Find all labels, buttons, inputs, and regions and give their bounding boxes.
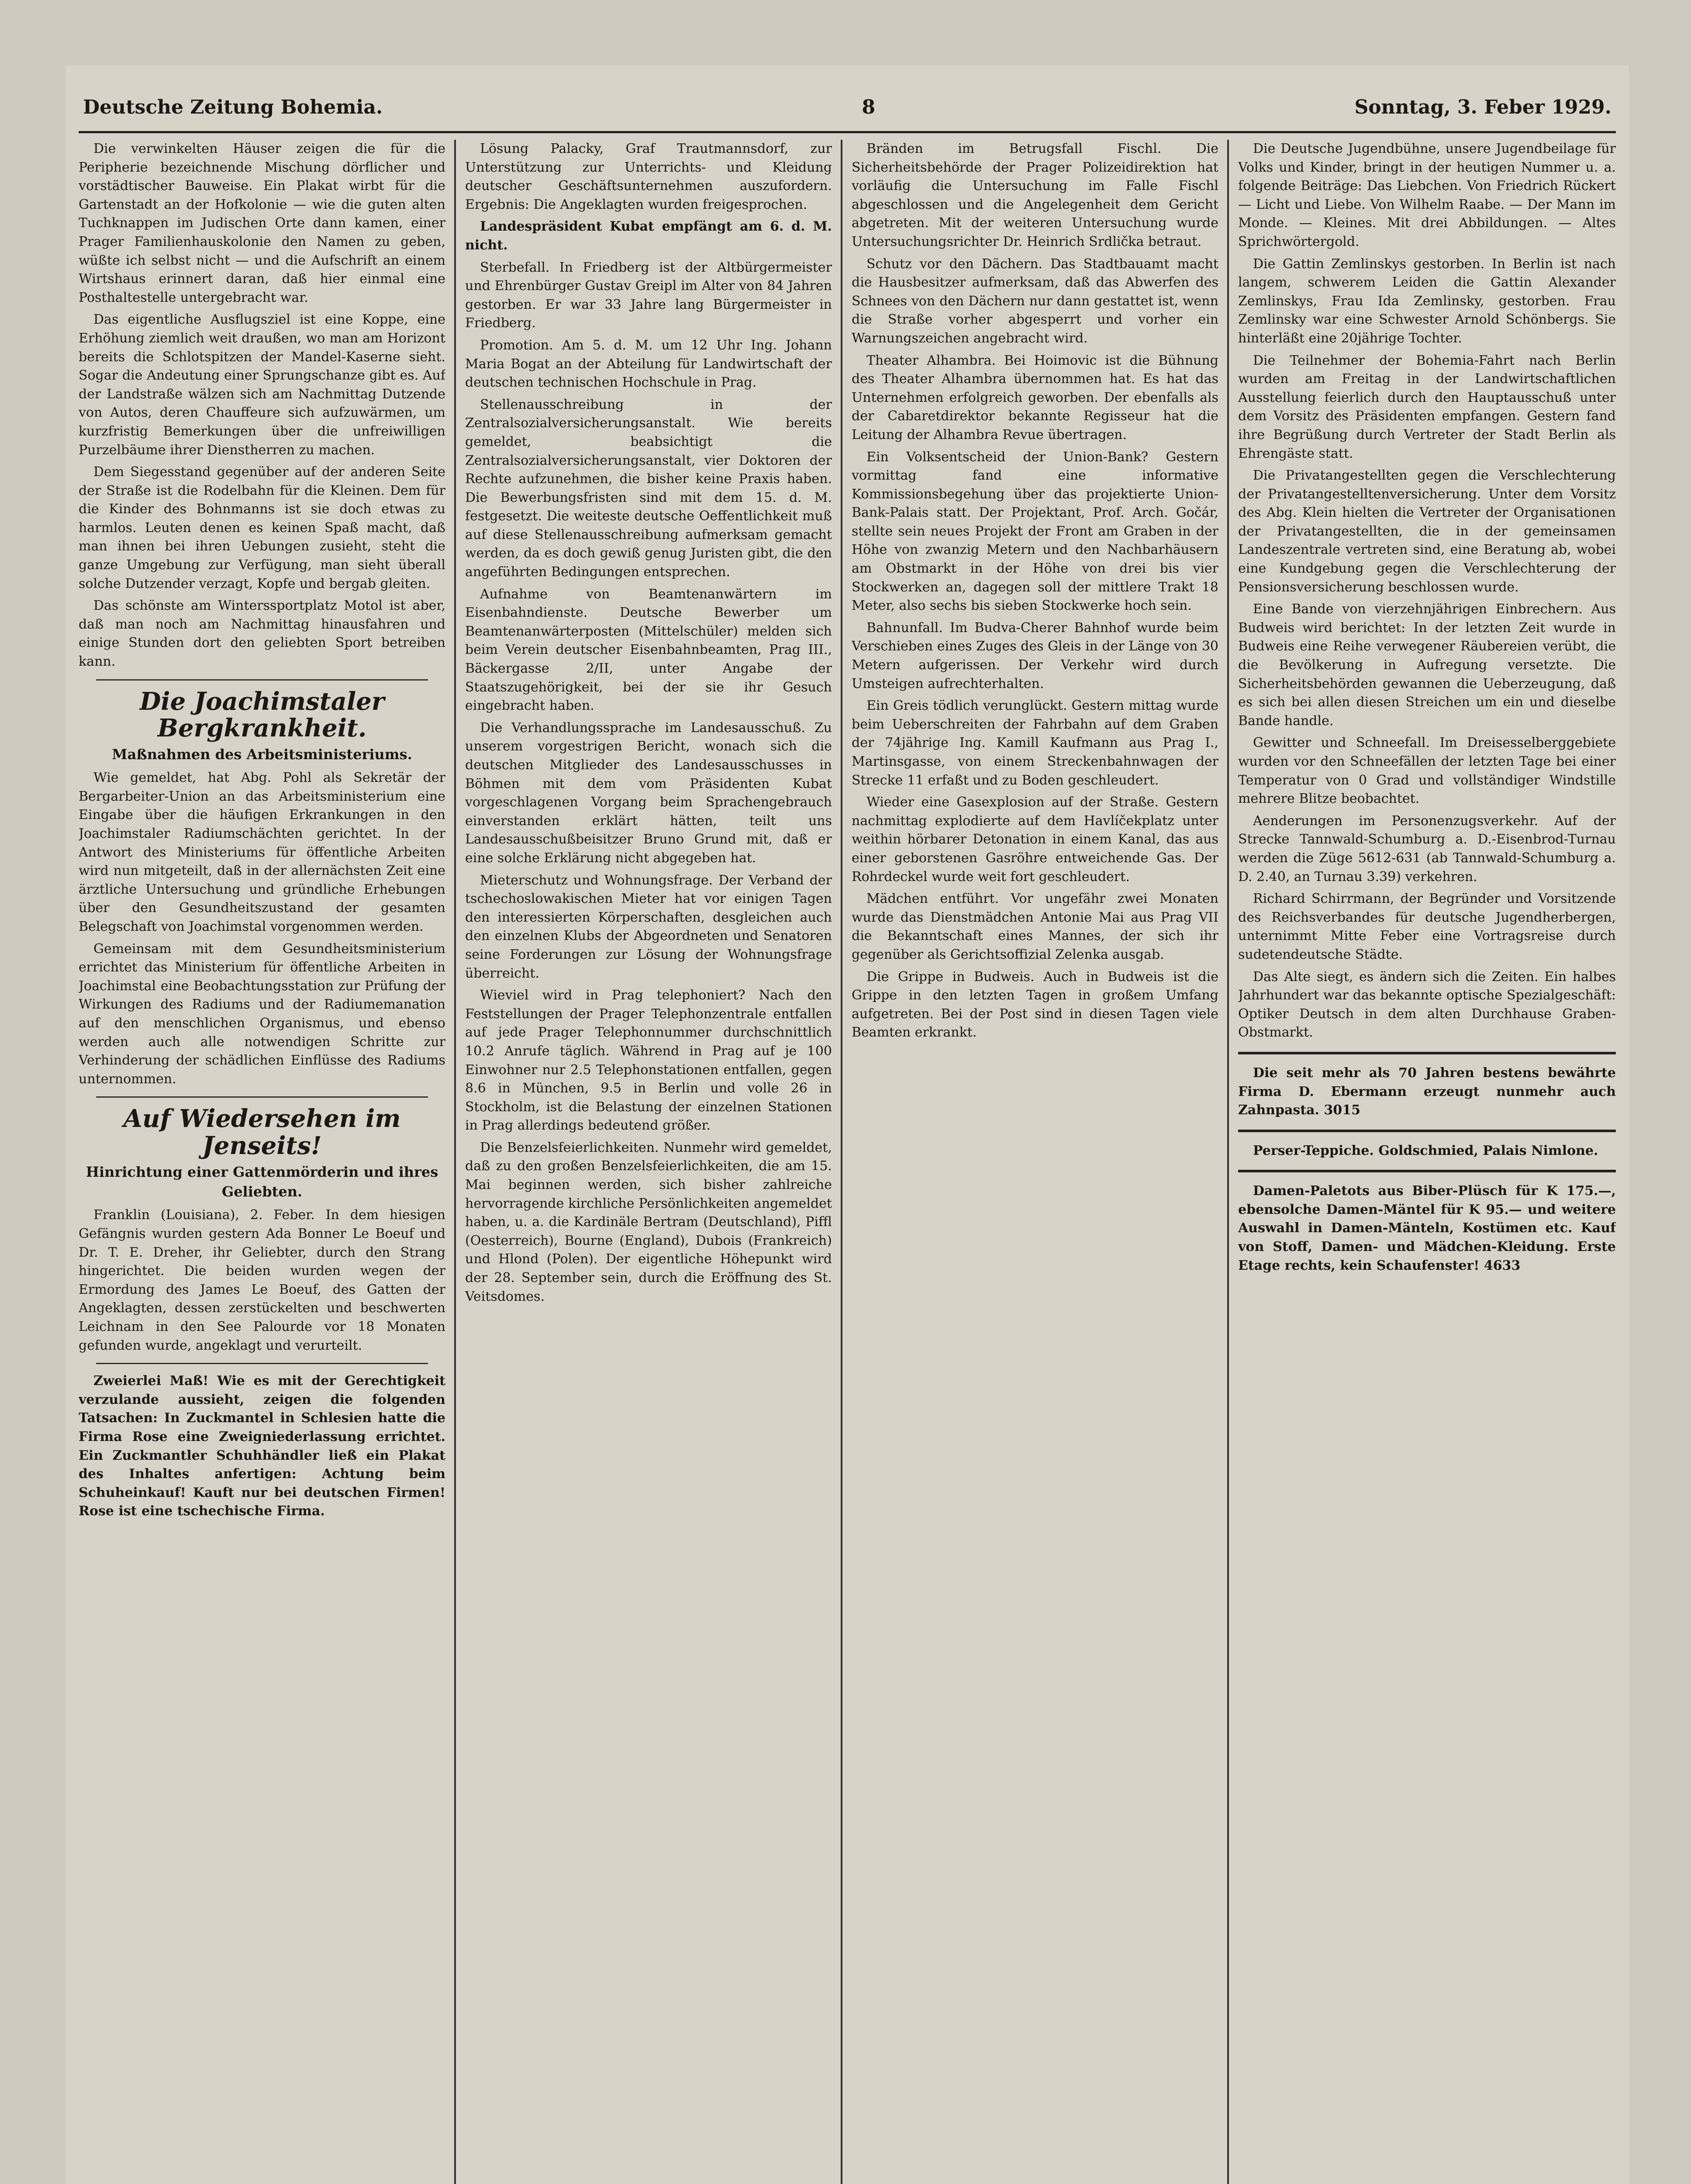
article-divider <box>96 1096 428 1098</box>
subheadline-jenseits: Hinrichtung einer Gattenmörderin und ihres Geliebten. <box>86 1163 438 1200</box>
ad-divider <box>1238 1052 1616 1054</box>
article-divider <box>96 1363 428 1364</box>
article-text: Mädchen entführt. Vor ungefähr zwei Monaten wurde das Dienstmädchen Antonie Mai aus Prag VII die Bekanntschaft eines Mannes, der sich ihr gegenüber als Gerichtsoffizial Zelenka ausgab. <box>852 891 1218 962</box>
article-text: Aufnahme von Beamtenanwärtern im Eisenbahndienste. Deutsche Bewerber um Beamtenanwärterposten (Mittelschüler) melden sich beim Verein deutscher Eisenbahnbeamten, Prag III., Bäckergasse 2/II, unter Angabe der Staatszugehörigkeit, bei der sie ihr Gesuch eingebracht haben. <box>465 586 832 714</box>
advertisement-text: Die seit mehr als 70 Jahren bestens bewährte Firma D. Ebermann erzeugt nunmehr auch Zahnpasta. 3015 <box>1238 1065 1616 1118</box>
article-text: Bränden im Betrugsfall Fischl. Die Sicherheitsbehörde der Prager Polizeidirektion hat vorläufig die Untersuchung im Falle Fischl abgeschlossen und die Angelegenheit dem Gericht abgetreten. Mit der weiteren Untersuchung wurde Untersuchungsrichter Dr. Heinrich Srdlička betraut. <box>852 141 1218 249</box>
article-text: Aenderungen im Personenzugsverkehr. Auf der Strecke Tannwald-Schumburg a. D.-Eisenbrod-Turnau werden die Züge 5612-631 (ab Tannwald-Schumburg a. D. 2.40, an Turnau 3.39) verkehren. <box>1238 813 1616 885</box>
article-text: Richard Schirrmann, der Begründer und Vorsitzende des Reichsverbandes für deutsche Jugendherbergen, unternimmt Mitte Feber eine Vortragsreise durch sudetendeutsche Städte. <box>1238 891 1616 962</box>
article-text: Promotion. Am 5. d. M. um 12 Uhr Ing. Johann Maria Bogat an der Abteilung für Landwirtschaft der deutschen technischen Hochschule in Prag. <box>465 337 832 390</box>
advertisement-text: Perser-Teppiche. Goldschmied, Palais Nimlone. <box>1253 1143 1598 1158</box>
article-text: Wie gemeldet, hat Abg. Pohl als Sekretär der Bergarbeiter-Union an das Arbeitsministerium eine Eingabe über die häufigen Erkrankungen in den Joachimstaler Radiumschächten gerichtet. In der Antwort des Ministeriums für öffentliche Arbeiten wird nun mitgeteilt, daß in der allernächsten Zeit eine ärztliche Untersuchung und gründliche Erhebungen über den Gesundheitszustand der gesamten Belegschaft von Joachimstal vorgenommen werden. <box>79 770 445 934</box>
article-text: Sterbefall. In Friedberg ist der Altbürgermeister und Ehrenbürger Gustav Greipl im Alter von 84 Jahren gestorben. Er war 33 Jahre lang Bürgermeister in Friedberg. <box>465 259 832 331</box>
subheadline-joachimstal: Maßnahmen des Arbeitsministeriums. <box>112 746 412 763</box>
ad-divider <box>1238 1170 1616 1172</box>
article-text: Ein Volksentscheid der Union-Bank? Gestern vormittag fand eine informative Kommissionsbegehung über das projektierte Union-Bank-Palais statt. Der Projektant, Prof. Arch. Gočár, stellte sein neues Projekt der Front am Graben in der Höhe von zwanzig Metern und den Nachbarhäusern am Obstmarkt in der Höhe von drei bis vier Stockwerken an, dagegen soll der mittlere Trakt 18 Meter, also sechs bis sieben Stockwerke hoch sein. <box>852 449 1218 614</box>
article-text: Stellenausschreibung in der Zentralsozialversicherungsanstalt. Wie bereits gemeldet, beabsichtigt die Zentralsozialversicherungsanstalt, vier Doktoren der Rechte aufzunehmen, die bisher keine Praxis haben. Die Bewerbungsfristen sind mit dem 15. d. M. festgesetzt. Die weiteste deutsche Oeffentlichkeit muß auf diese Stellenausschreibung aufmerksam gemacht werden, da es doch gewiß genug Juristen gibt, die den angeführten Bedingungen entsprechen. <box>465 397 832 580</box>
article-text: Wieviel wird in Prag telephoniert? Nach den Feststellungen der Prager Telephonzentrale entfallen auf jede Prager Telephonnummer durchschnittlich 10.2 Anrufe täglich. Während in Prag auf je 100 Einwohner nur 2.5 Telephonstationen entfallen, gegen 8.6 in München, 9.5 in Berlin und volle 26 in Stockholm, ist die Belastung der einzelnen Stationen in Prag allerdings bedeutend größer. <box>465 988 832 1133</box>
article-divider <box>96 679 428 681</box>
article-text: Dem Siegesstand gegenüber auf der anderen Seite der Straße ist die Rodelbahn für die Kleinen. Dem für die Kinder des Bohnmanns ist sie doch etwas zu harmlos. Leuten denen es keinen Spaß macht, daß man ihnen bei ihren Uebungen zusieht, steht die ganze Umgebung zur Verfügung, man sieht überall solche Dutzender verzagt, Kopfe und bergab gleiten. <box>79 464 445 591</box>
advertisement-text: Damen-Paletots aus Biber-Plüsch für K 175.—, ebensolche Damen-Mäntel für K 95.— und weitere Auswahl in Damen-Mänteln, Kostümen etc. Kauf von Stoff, Damen- und Mädchen-Kleidung. Erste Etage rechts, kein Schaufenster! 4633 <box>1238 1183 1616 1273</box>
article-text: Schutz vor den Dächern. Das Stadtbauamt macht die Hausbesitzer aufmerksam, daß das Abwerfen des Schnees von den Dächern nur dann gestattet ist, wenn die Straße vorher abgesperrt und vorher ein Warnungszeichen angebracht wird. <box>852 256 1218 346</box>
article-text: Die Grippe in Budweis. Auch in Budweis ist die Grippe in den letzten Tagen in großem Umfang aufgetreten. Bei der Post sind in diesen Tagen viele Beamten erkrankt. <box>852 969 1218 1040</box>
article-text: Franklin (Louisiana), 2. Feber. In dem hiesigen Gefängnis wurden gestern Ada Bonner Le Boeuf und Dr. T. E. Dreher, ihr Geliebter, durch den Strang hingerichtet. Die beiden wurden wegen der Ermordung des James Le Boeuf, des Gatten der Angeklagten, dessen zerstückelten und beschwerten Leichnam in den See Palourde vor 18 Monaten gefunden wurde, angeklagt und verurteilt. <box>79 1207 445 1353</box>
article-text: Bahnunfall. Im Budva-Cherer Bahnhof wurde beim Verschieben eines Zuges des Gleis in der Länge von 30 Metern aufgerissen. Der Verkehr wird durch Umsteigen aufrechterhalten. <box>852 620 1218 691</box>
column-rule <box>454 140 456 2184</box>
column-3 <box>852 140 1218 2184</box>
column-rule <box>841 140 842 2184</box>
article-text: Die Privatangestellten gegen die Verschlechterung der Privatangestelltenversicherung. Unter dem Vorsitz des Abg. Klein hielten die Vertreter der Organisationen der Privatangestellten, die in der gemeinsamen Landeszentrale vertreten sind, eine Beratung ab, wobei eine Kundgebung gegen die Verschlechterung der Pensionsversicherung beschlossen wurde. <box>1238 468 1616 595</box>
article-text: Eine Bande von vierzehnjährigen Einbrechern. Aus Budweis wird berichtet: In der letzten Zeit wurde in Budweis eine Reihe verwegener Räubereien verübt, die die Bevölkerung in Aufregung versetzte. Die Sicherheitsbehörden gewannen die Ueberzeugung, daß es sich bei allen diesen Streichen um ein und dieselbe Bande handle. <box>1238 601 1616 729</box>
article-text: Die verwinkelten Häuser zeigen die für die Peripherie bezeichnende Mischung dörflicher und vorstädtischer Bauweise. Ein Plakat wirbt für die Gartenstadt an der Hofkolonie — wie die guten alten Tuchknappen im Judischen Orte dann kamen, einer Prager Familienhauskolonie den Namen zu geben, wüßte ich selbst nicht — und die Aufschrift an einem Wirtshaus erinnert daran, daß hier einmal eine Posthaltestelle untergebracht war. <box>79 141 445 305</box>
ad-divider <box>1238 1130 1616 1132</box>
column-2 <box>465 140 832 2184</box>
article-text: Mieterschutz und Wohnungsfrage. Der Verband der tschechoslowakischen Mieter hat vor einigen Tagen den interessierten Körperschaften, desgleichen auch den einzelnen Klubs der Abgeordneten und Senatoren seine Forderungen zur Lösung der Wohnungsfrage überreicht. <box>465 872 832 981</box>
article-text: Theater Alhambra. Bei Hoimovic ist die Bühnung des Theater Alhambra übernommen hat. Es hat das Unternehmen erfolgreich geworben. Der ebenfalls als der Cabaretdirektor bekannte Regisseur hat die Leitung der Alhambra Revue übertragen. <box>852 352 1218 442</box>
article-text: Zweierlei Maß! Wie es mit der Gerechtigkeit verzulande aussieht, zeigen die folgenden Tatsachen: In Zuckmantel in Schlesien hatte die Firma Rose eine Zweigniederlassung errichtet. Ein Zuckmantler Schuhhändler ließ ein Plakat des Inhaltes anfertigen: Achtung beim Schuheinkauf! Kauft nur bei deutschen Firmen! Rose ist eine tschechische Firma. <box>79 1373 445 1519</box>
article-text: Die Benzelsfeierlichkeiten. Nunmehr wird gemeldet, daß zu den großen Benzelsfeierlichkeiten, die am 15. Mai beginnen werden, sich bisher zahlreiche hervorragende kirchliche Persönlichkeiten angemeldet haben, u. a. die Kardinäle Bertram (Deutschland), Piffl (Oesterreich), Bourne (England), Dubois (Frankreich) und Hlond (Polen). Der eigentliche Höhepunkt wird der 28. September sein, durch die Eröffnung des St. Veitsdomes. <box>465 1140 832 1304</box>
newspaper-page <box>66 66 1629 2184</box>
masthead-rule <box>79 131 1616 133</box>
column-4 <box>1238 140 1616 2184</box>
article-text: Das Alte siegt, es ändern sich die Zeiten. Ein halbes Jahrhundert war das bekannte optische Spezialgeschäft: Optiker Deutsch in dem alten Durchhause Graben-Obstmarkt. <box>1238 969 1616 1040</box>
headline-joachimstal: Die Joachimstaler Bergkrankheit. <box>139 687 385 743</box>
masthead-page-number: 8 <box>862 96 876 118</box>
masthead <box>66 87 1629 127</box>
article-text: Die Verhandlungssprache im Landesausschuß. Zu unserem vorgestrigen Bericht, wonach sich die deutschen Mitglieder des Landesausschusses in Böhmen mit dem vom Präsidenten Kubat vorgeschlagenen Vorgang beim Sprachengebrauch einverstanden erklärt hätten, teilt uns Landesausschußbeisitzer Bruno Grund mit, daß er eine solche Erklärung nicht abgegeben hat. <box>465 720 832 866</box>
article-text: Ein Greis tödlich verunglückt. Gestern mittag wurde beim Ueberschreiten der Fahrbahn auf dem Graben der 74jährige Ing. Kamill Kaufmann aus Prag I., Martinsgasse, von einem Streckenbahnwagen der Strecke 11 erfaßt und zu Boden geschleudert. <box>852 698 1218 788</box>
article-text: Wieder eine Gasexplosion auf der Straße. Gestern nachmittag explodierte auf dem Havlíčekplatz unter weithin hörbarer Detonation in einem Kanal, das aus einer geborstenen Gasröhre entweichende Gas. Der Rohrdeckel wurde weit fort geschleudert. <box>852 795 1218 885</box>
headline-jenseits: Auf Wiedersehen im Jenseits! <box>123 1104 401 1160</box>
article-text: Die Teilnehmer der Bohemia-Fahrt nach Berlin wurden am Freitag in der Landwirtschaftlichen Ausstellung feierlich durch den Hauptausschuß unter dem Vorsitz des Präsidenten empfangen. Gestern fand ihre Begrüßung durch Vertreter der Stadt Berlin als Ehrengäste statt. <box>1238 352 1616 461</box>
article-text: Das schönste am Winterssportplatz Motol ist aber, daß man noch am Nachmittag hinausfahren und einige Stunden dort den geliebten Sport betreiben kann. <box>79 598 445 670</box>
article-text: Landespräsident Kubat empfängt am 6. d. M. nicht. <box>465 219 832 253</box>
article-text: Gewitter und Schneefall. Im Dreisesselberggebiete wurden vor den Schneefällen der letzten Tage bei einer Temperatur von 0 Grad und vollständiger Windstille mehrere Blitze beobachtet. <box>1238 735 1616 807</box>
article-text: Die Deutsche Jugendbühne, unsere Jugendbeilage für Volks und Kinder, bringt in der heutigen Nummer u. a. folgende Beiträge: Das Liebchen. Von Friedrich Rückert — Licht und Liebe. Von Wilhelm Raabe. — Der Mann im Monde. — Kleines. Mit drei Abbildungen. — Altes Sprichwörtergold. <box>1238 141 1616 249</box>
masthead-paper-name: Deutsche Zeitung Bohemia. <box>83 96 383 118</box>
article-text: Das eigentliche Ausflugsziel ist eine Koppe, eine Erhöhung ziemlich weit draußen, wo man am Horizont bereits die Schlotspitzen der Mandel-Kaserne sieht. Sogar die Andeutung einer Sprungschanze gibt es. Auf der Landstraße wälzen sich am Nachmittag Dutzende von Autos, deren Chauffeure sich aufzuwärmen, um kurzfristig Bemerkungen über die unfreiwilligen Purzelbäume ihrer Dienstherren zu machen. <box>79 312 445 458</box>
article-text: Die Gattin Zemlinskys gestorben. In Berlin ist nach langem, schwerem Leiden die Gattin Alexander Zemlinskys, Frau Ida Zemlinsky, gestorben. Frau Zemlinsky war eine Schwester Arnold Schönbergs. Sie hinterläßt eine 20jährige Tochter. <box>1238 256 1616 346</box>
column-1 <box>79 140 445 2184</box>
article-text: Lösung Palacky, Graf Trautmannsdorf, zur Unterstützung zur Unterrichts- und Kleidung deutscher Geschäftsunternehmen auszufordern. Ergebnis: Die Angeklagten wurden freigesprochen. <box>465 141 832 212</box>
column-rule <box>1227 140 1229 2184</box>
masthead-date: Sonntag, 3. Feber 1929. <box>1354 96 1612 118</box>
article-text: Gemeinsam mit dem Gesundheitsministerium errichtet das Ministerium für öffentliche Arbeiten in Joachimstal eine Beobachtungsstation zur Prüfung der Wirkungen des Radiums und der Radiumemanation auf den menschlichen Organismus, und ebenso werden auch alle notwendigen Schritte zur Verhinderung der schädlichen Einflüsse des Radiums unternommen. <box>79 941 445 1087</box>
